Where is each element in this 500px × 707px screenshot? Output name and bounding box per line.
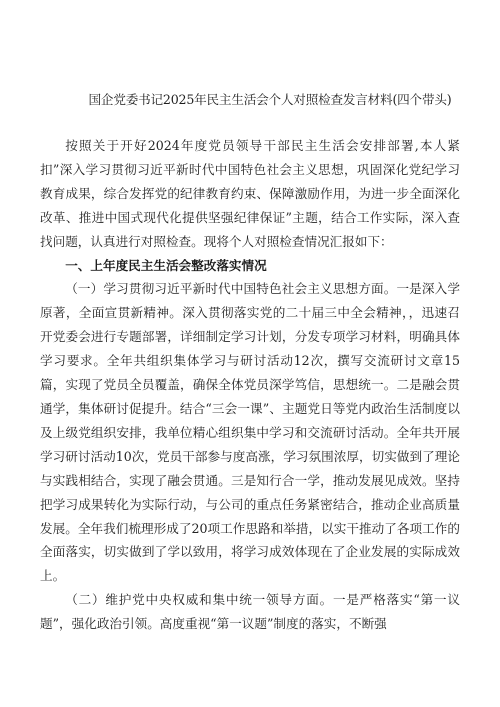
- section-heading: 一、上年度民主生活会整改落实情况: [65, 257, 267, 273]
- intro-paragraph: 按照关于开好2024年度党员领导干部民主生活会安排部署,本人紧扣”深入学习贯彻习近平新时代中国特色社会主义思想，巩固深化党纪学习教育成果，综合发挥党的纪律教育约束、保障激励作用，为进一步全面深化改革、推进中国式现代化提供坚强纪律保证”主题，结合工作实际，深入查找问题，认真进行对照检查。现将个人对照检查情况汇报如下：: [40, 138, 460, 249]
- body-paragraph-2: （二）维护党中央权威和集中统一领导方面。一是严格落实“第一议题”，强化政治引领。高度重视“第一议题”制度的落实，不断强: [40, 592, 460, 632]
- document-body: [40, 134, 460, 636]
- document-title: 国企党委书记2025年民主生活会个人对照检查发言材料(四个带头): [88, 92, 452, 107]
- body-paragraph-1: （一）学习贯彻习近平新时代中国特色社会主义思想方面。一是深入学原著，全面宣贯新精神。深入贯彻落实党的二十届三中全会精神，，迅速召开党委会进行专题部署，详细制定学习计划，分发专项学习材料，明确具体学习要求。全年共组织集体学习与研讨活动12次，撰写交流研讨文章15篇，实现了党员全员覆盖，确保全体党员深学笃信，思想统一。二是融会贯通学，集体研讨促提升。结合“三会一课”、主题党日等党内政治生活制度以及上级党组织安排，我单位精心组织集中学习和交流研讨活动。全年共开展学习研讨活动10次，党员干部参与度高涨，学习氛围浓厚，切实做到了理论与实践相结合，实现了融会贯通。三是知行合一学，推动发展见成效。坚持把学习成果转化为实际行动，与公司的重点任务紧密结合，推动企业高质量发展。全年我们梳理形成了20项工作思路和举措，以实干推动了各项工作的全面落实，切实做到了学以致用，将学习成效体现在了企业发展的实际成效上。: [40, 281, 460, 584]
